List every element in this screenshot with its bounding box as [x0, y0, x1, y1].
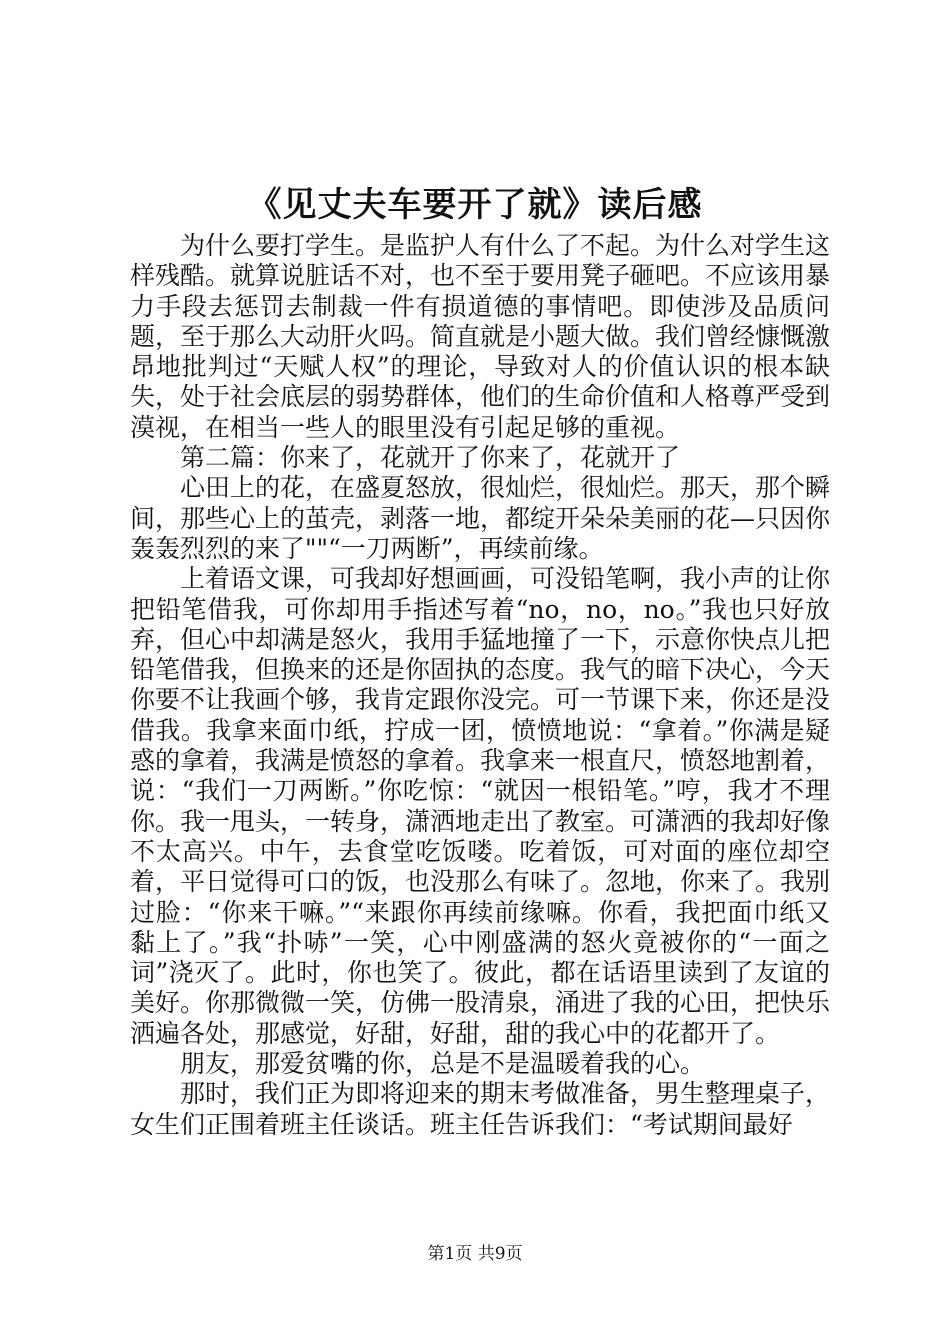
paragraph-4: 上着语文课，可我却好想画画，可没铅笔啊，我小声的让你把铅笔借我，可你却用手指述写着“no，no，no。”我也只好放弃，但心中却满是怒火，我用手猛地撞了一下，示意你快点儿把铅笔借我，但换来的还是你固执的态度。我气的暗下决心，今天你要不让我画个够，我肯定跟你没完。可一节课下来，你还是没借我。我拿来面巾纸，拧成一团，愤愤地说：“拿着。”你满是疑惑的拿着，我满是愤怒的拿着。我拿来一根直尺，愤怒地割着，说：“我们一刀两断。”你吃惊：“就因一根铅笔。”哼，我才不理你。我一甩头，一转身，潇洒地走出了教室。可潇洒的我却好像不太高兴。中午，去食堂吃饭喽。吃着饭，可对面的座位却空着，平日觉得可口的饭，也没那么有味了。忽地，你来了。我别过脸：“你来干嘛。”“来跟你再续前缘嘛。你看，我把面巾纸又黏上了。”我“扑哧”一笑，心中刚盛满的怒火竟被你的“一面之词”浇灭了。此时，你也笑了。彼此，都在话语里读到了友谊的美好。你那微微一笑，仿佛一股清泉，涌进了我的心田，把快乐洒遍各处，那感觉，好甜，好甜，甜的我心中的花都开了。	[130, 564, 831, 1048]
page-footer: 第1页 共9页	[427, 1244, 523, 1264]
paragraph-1: 为什么要打学生。是监护人有什么了不起。为什么对学生这样残酷。就算说脏话不对，也不至于要用凳子砸吧。不应该用暴力手段去惩罚去制裁一件有损道德的事情吧。即使涉及品质问题，至于那么大动肝火吗。简直就是小题大做。我们曾经慷慨激昂地批判过“天赋人权”的理论，导致对人的价值认识的根本缺失，处于社会底层的弱势群体，他们的生命价值和人格尊严受到漠视，在相当一些人的眼里没有引起足够的重视。	[130, 231, 831, 442]
paragraph-6: 那时，我们正为即将迎来的期末考做准备，男生整理桌子，女生们正围着班主任谈话。班主任告诉我们：“考试期间最好	[130, 1079, 831, 1139]
paragraph-2-heading: 第二篇：你来了，花就开了你来了，花就开了	[180, 443, 681, 473]
paragraph-3: 心田上的花，在盛夏怒放，很灿烂，很灿烂。那天，那个瞬间，那些心上的茧壳，剥落一地，都绽开朵朵美丽的花—只因你轰轰烈烈的来了""“一刀两断”，再续前缘。	[130, 473, 831, 563]
paragraph-5: 朋友，那爱贫嘴的你，总是不是温暖着我的心。	[180, 1049, 706, 1079]
document-body	[130, 231, 830, 1140]
document-title: 《见丈夫车要开了就》读后感	[247, 185, 703, 225]
